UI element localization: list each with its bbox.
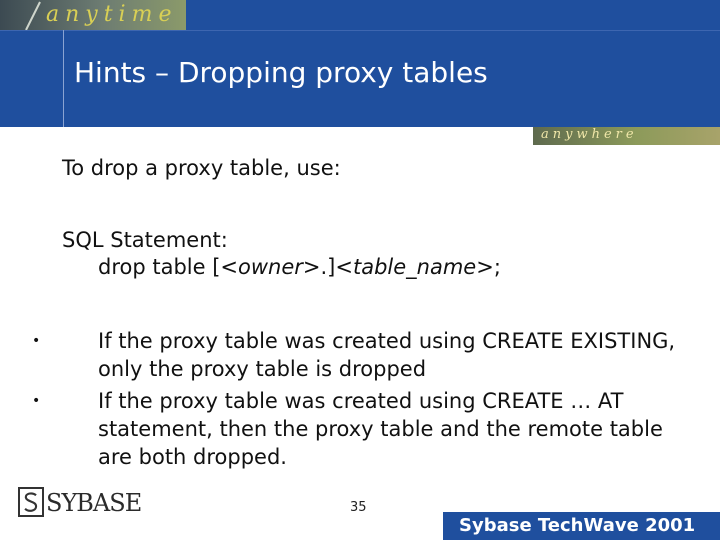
header-vertical-rule <box>63 30 64 127</box>
anywhere-banner <box>533 127 720 145</box>
bullet-text: If the proxy table was created using CREATE EXISTING, only the proxy table is dropped <box>98 329 676 381</box>
anytime-tag: anytime <box>46 2 178 27</box>
page-number: 35 <box>350 500 367 515</box>
slide-title: Hints – Dropping proxy tables <box>74 56 488 89</box>
sql-suffix: ; <box>493 255 501 279</box>
intro-text: To drop a proxy table, use: <box>62 156 341 180</box>
bullet-text: If the proxy table was created using CREATE … AT statement, then the proxy table and the remote table are both dropped. <box>98 389 663 469</box>
sybase-logo <box>18 487 142 519</box>
slide-header <box>0 0 720 127</box>
bullet-icon: • <box>32 393 41 409</box>
event-name: Sybase TechWave 2001 <box>459 515 696 536</box>
footer-banner <box>443 512 720 540</box>
sql-statement <box>98 254 501 281</box>
list-item <box>32 327 702 383</box>
sql-owner: <owner> <box>220 255 321 279</box>
sql-label: SQL Statement: <box>62 228 228 252</box>
list-item <box>32 387 702 471</box>
anywhere-tag: anywhere <box>541 127 638 142</box>
sql-prefix: drop table [ <box>98 255 221 279</box>
bullet-icon: • <box>32 333 41 349</box>
sql-mid: .] <box>320 255 336 279</box>
sql-table: <table_name> <box>335 255 494 279</box>
bullet-list <box>32 327 702 475</box>
sybase-logo-icon <box>18 487 44 517</box>
swoosh-icon <box>22 0 44 30</box>
sybase-logo-text: SYBASE <box>46 489 142 517</box>
header-divider <box>0 30 720 31</box>
anytime-banner <box>0 0 186 30</box>
